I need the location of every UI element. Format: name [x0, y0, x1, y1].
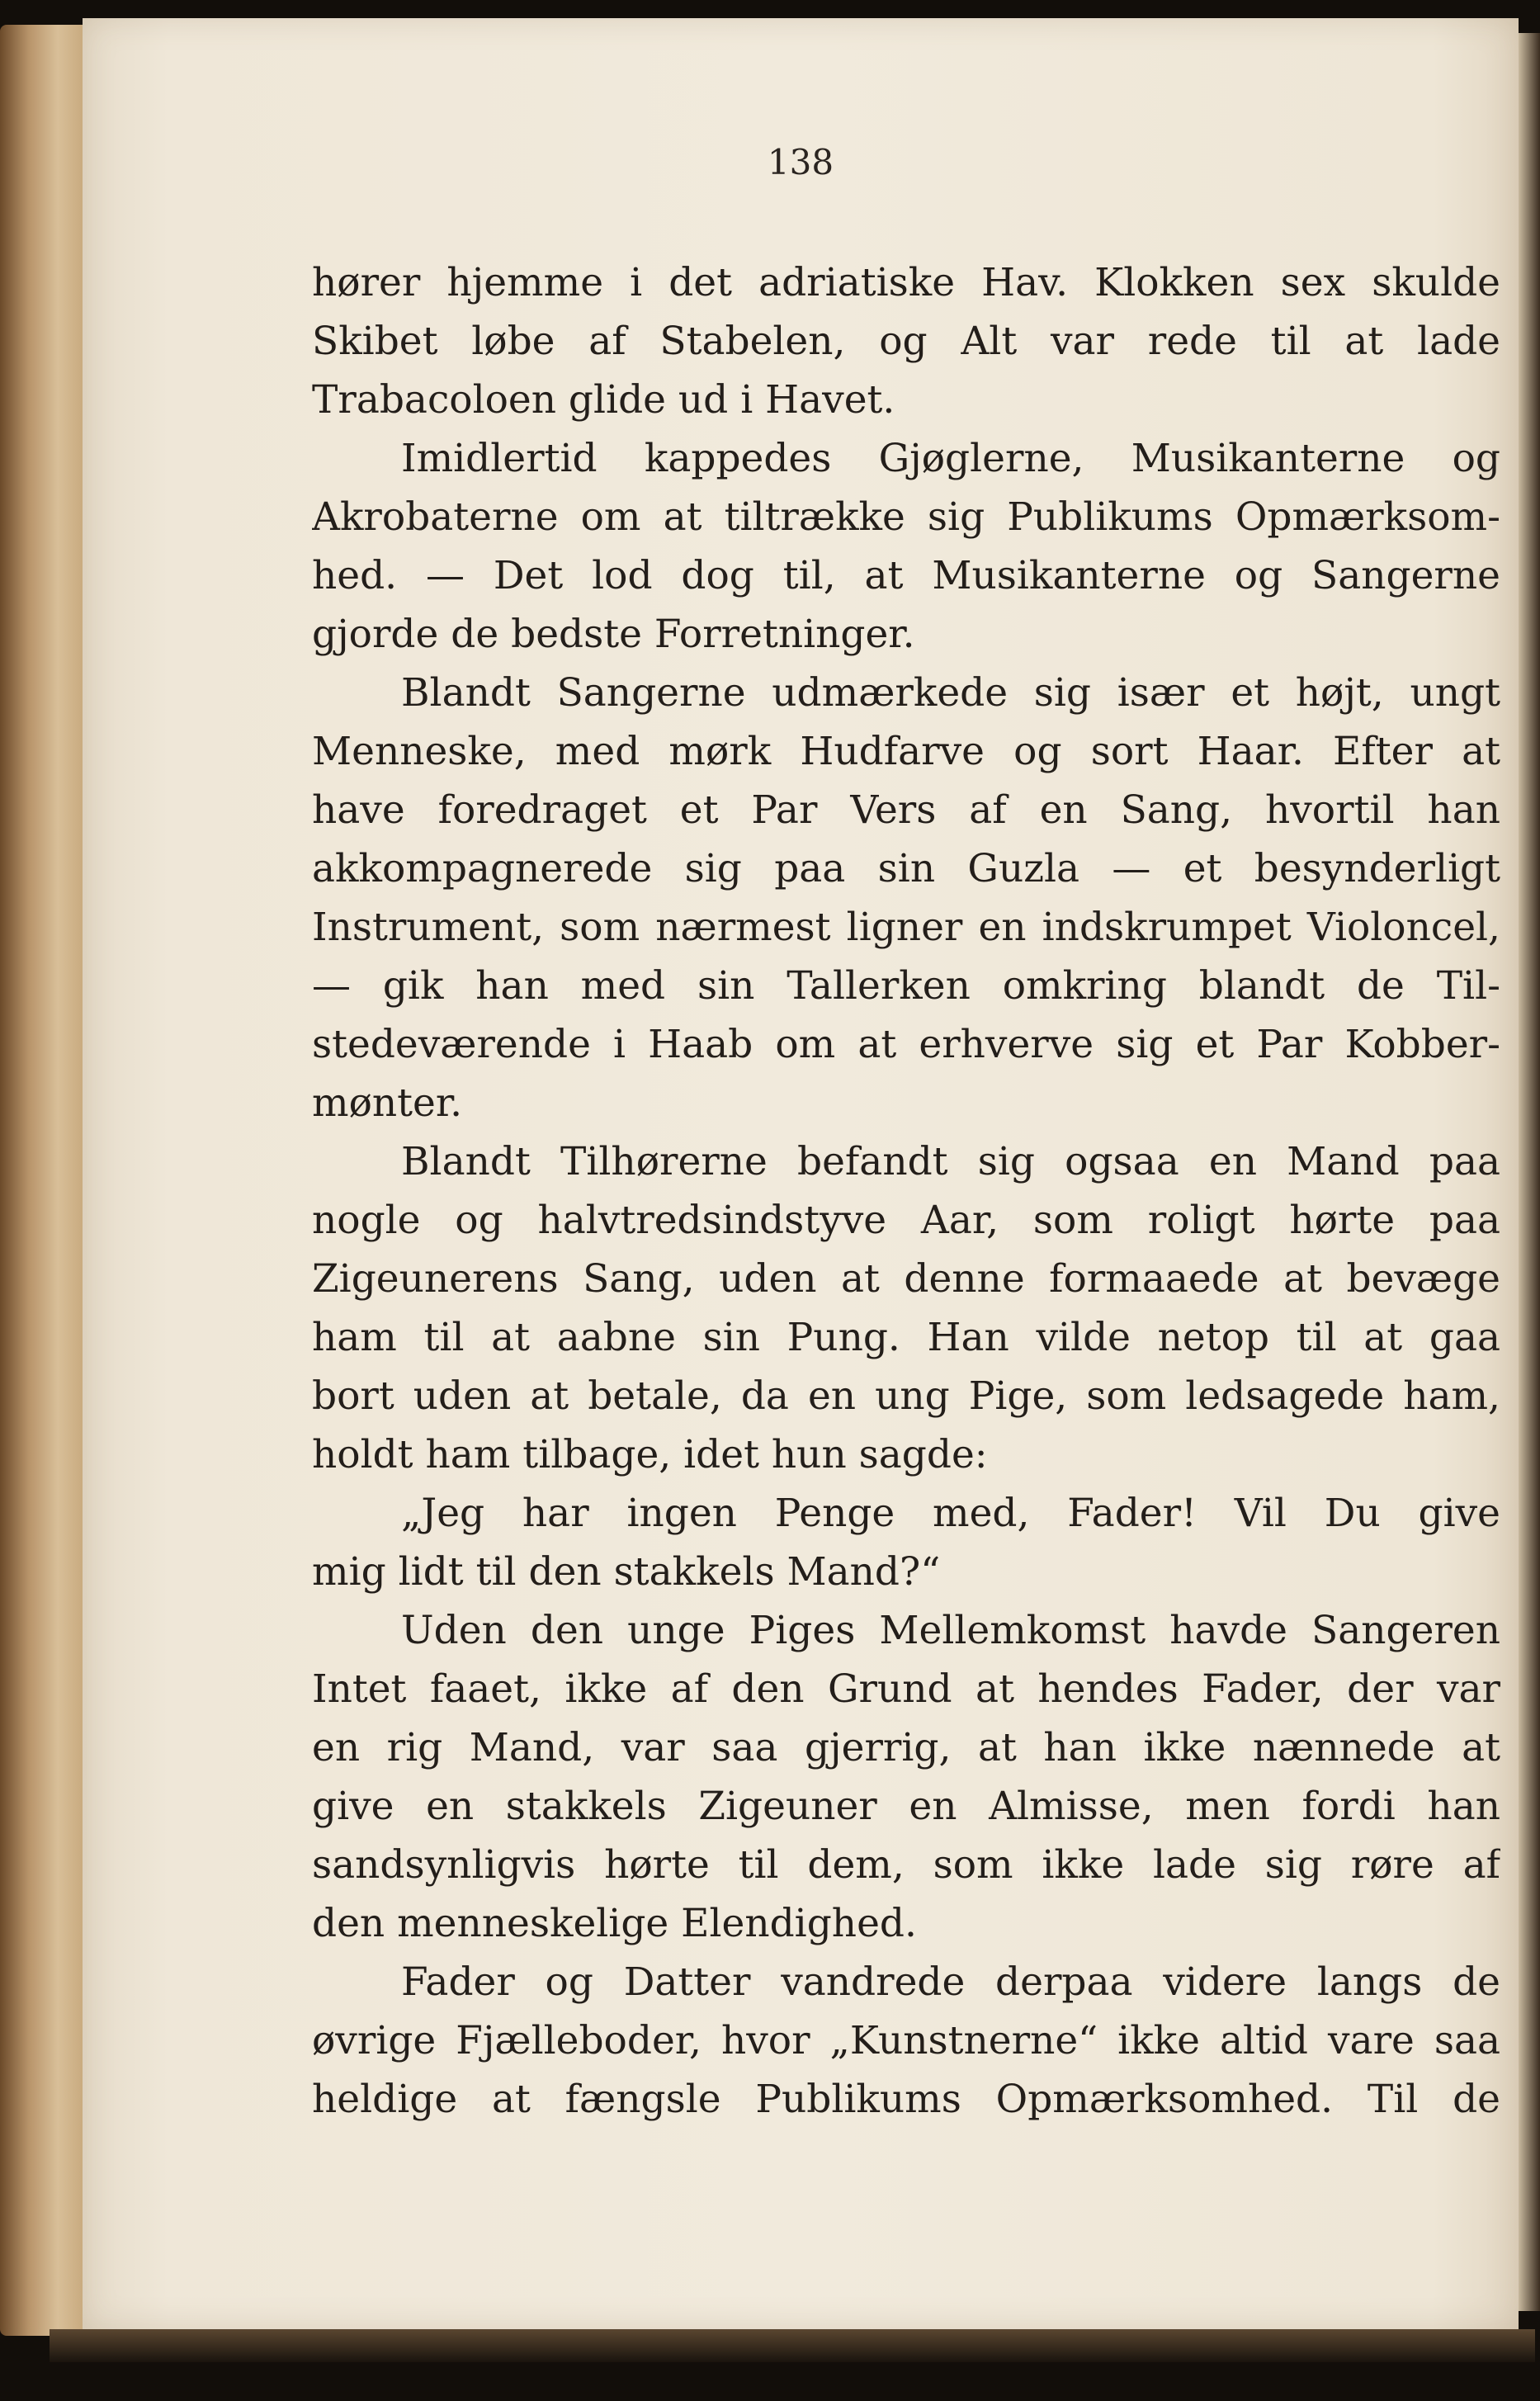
text-line: akkompagnerede sig paa sin Guzla — et besynderligt	[312, 846, 1500, 891]
text-line: Akrobaterne om at tiltrække sig Publikums Opmærksom-	[312, 494, 1500, 540]
text-line: heldige at fængsle Publikums Opmærksomhed. Til de	[312, 2077, 1500, 2122]
text-line: bort uden at betale, da en ung Pige, som ledsagede ham,	[312, 1373, 1500, 1419]
text-line: Menneske, med mørk Hudfarve og sort Haar. Efter at	[312, 729, 1500, 774]
text-line: Blandt Sangerne udmærkede sig især et højt, ungt	[401, 670, 1500, 716]
text-line: Instrument, som nærmest ligner en indskrumpet Violoncel,	[312, 905, 1500, 950]
text-line: — gik han med sin Tallerken omkring blandt de Til-	[312, 963, 1500, 1009]
text-line: den menneskelige Elendighed.	[312, 1901, 917, 1946]
text-line: hed. — Det lod dog til, at Musikanterne og Sangerne	[312, 553, 1500, 598]
text-line: mønter.	[312, 1080, 463, 1126]
text-line: give en stakkels Zigeuner en Almisse, men fordi han	[312, 1784, 1500, 1829]
text-line: Uden den unge Piges Mellemkomst havde Sangeren	[401, 1608, 1500, 1653]
text-line: Trabacoloen glide ud i Havet.	[312, 377, 895, 423]
text-line: Intet faaet, ikke af den Grund at hendes Fader, der var	[312, 1666, 1500, 1712]
text-line: mig lidt til den stakkels Mand?“	[312, 1549, 941, 1595]
text-line: Zigeunerens Sang, uden at denne formaaede at bevæge	[312, 1256, 1500, 1302]
text-line: Blandt Tilhørerne befandt sig ogsaa en Mand paa	[401, 1139, 1500, 1184]
text-line: stedeværende i Haab om at erhverve sig et Par Kobber-	[312, 1022, 1500, 1067]
text-line: sandsynligvis hørte til dem, som ikke lade sig røre af	[312, 1842, 1500, 1888]
page-edge-right	[1519, 33, 1540, 2311]
body-text	[312, 253, 1500, 2129]
text-line: gjorde de bedste Forretninger.	[312, 612, 915, 657]
book-page	[83, 18, 1519, 2329]
text-line: „Jeg har ingen Penge med, Fader! Vil Du give	[401, 1491, 1500, 1536]
text-line: Fader og Datter vandrede derpaa videre langs de	[401, 1959, 1500, 2005]
text-line: Imidlertid kappedes Gjøglerne, Musikanterne og	[401, 436, 1500, 481]
page-number: 138	[767, 142, 834, 182]
text-line: Skibet løbe af Stabelen, og Alt var rede til at lade	[312, 319, 1500, 364]
text-line: ham til at aabne sin Pung. Han vilde netop til at gaa	[312, 1315, 1500, 1360]
text-line: en rig Mand, var saa gjerrig, at han ikke nænnede at	[312, 1725, 1500, 1770]
text-line: hører hjemme i det adriatiske Hav. Klokken sex skulde	[312, 260, 1500, 305]
text-line: holdt ham tilbage, idet hun sagde:	[312, 1432, 988, 1477]
text-line: nogle og halvtredsindstyve Aar, som roligt hørte paa	[312, 1198, 1500, 1243]
text-line: øvrige Fjælleboder, hvor „Kunstnerne“ ikke altid vare saa	[312, 2018, 1500, 2063]
text-line: have foredraget et Par Vers af en Sang, hvortil han	[312, 787, 1500, 833]
book-spine	[0, 25, 83, 2336]
page-edge-bottom	[50, 2329, 1535, 2362]
